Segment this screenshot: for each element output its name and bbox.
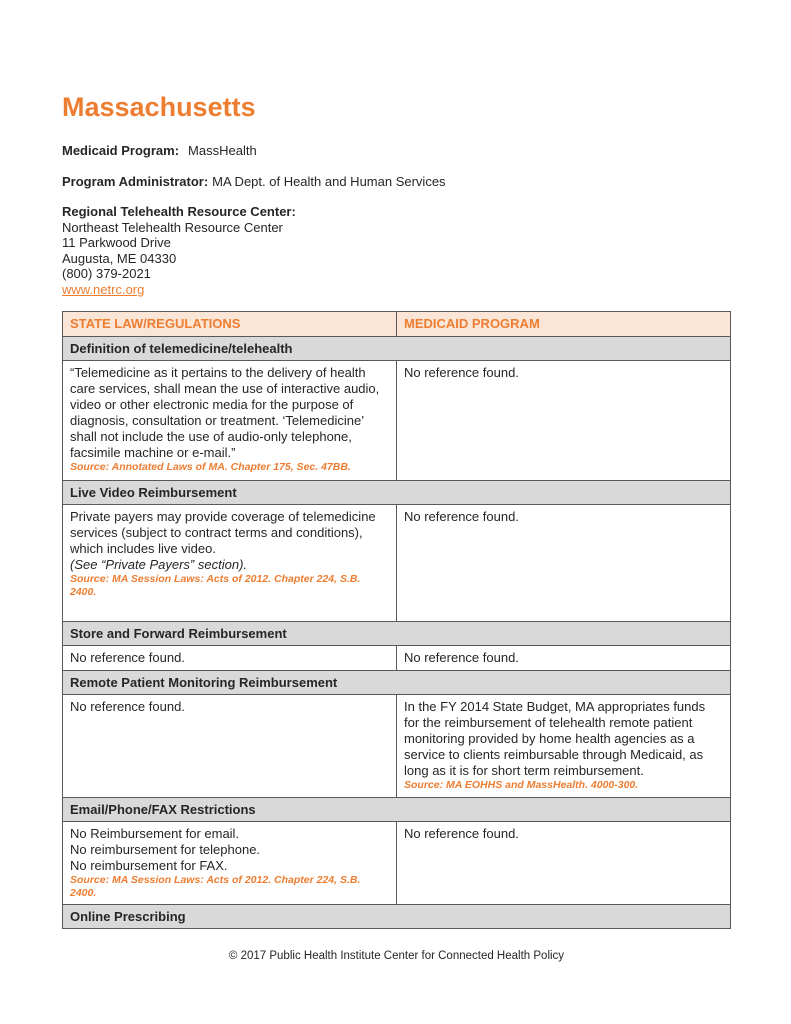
rtrc-label: Regional Telehealth Resource Center: [62, 204, 296, 219]
rpm-state-law-cell [63, 694, 397, 797]
section-row-email-phone-fax [63, 797, 731, 821]
email-phone-fax-source: Source: MA Session Laws: Acts of 2012. Chapter 224, S.B. 2400. [70, 873, 361, 899]
table-header-row [63, 311, 731, 336]
section-row-definition [63, 336, 731, 360]
policy-table [62, 311, 731, 929]
email-restriction-line: No Reimbursement for email. [70, 825, 240, 841]
fax-restriction-line: No reimbursement for FAX. [70, 857, 228, 873]
store-forward-state-law-cell [63, 645, 397, 670]
definition-state-law-cell [63, 360, 397, 480]
definition-medicaid-text: No reference found. [404, 364, 519, 380]
rtrc-address-line1: 11 Parkwood Drive [62, 235, 171, 251]
rpm-text: No reference found. [70, 698, 185, 714]
email-phone-fax-medicaid-text: No reference found. [404, 825, 519, 841]
live-video-medicaid-text: No reference found. [404, 508, 519, 524]
col-header-state-law: STATE LAW/REGULATIONS [63, 311, 397, 336]
definition-text: “Telemedicine as it pertains to the delivery of health care services, shall mean the use of interactive audio, video or other electronic media for the purpose of diagnosis, consultation or treatment. ‘Telemedicine’ shall not include the use of audio-only telephone, facsimile machine or e-mail.” [70, 364, 380, 460]
rtrc-address-line2: Augusta, ME 04330 [62, 250, 177, 266]
live-video-medicaid-cell [397, 504, 731, 621]
live-video-source: Source: MA Session Laws: Acts of 2012. Chapter 224, S.B. 2400. [70, 572, 361, 598]
section-header-rpm: Remote Patient Monitoring Reimbursement [63, 670, 731, 694]
store-forward-medicaid-text: No reference found. [404, 649, 519, 665]
section-row-live-video [63, 480, 731, 504]
rtrc-block [62, 204, 731, 298]
rpm-medicaid-text: In the FY 2014 State Budget, MA appropriates funds for the reimbursement of telehealth remote patient monitoring provided by home health agencies as a service to clients reimbursable through Medicaid, as long as it is for short term reimbursement. [404, 698, 706, 778]
content-row-store-forward [63, 645, 731, 670]
section-header-store-forward: Store and Forward Reimbursement [63, 621, 731, 645]
medicaid-program-line [62, 143, 731, 158]
store-forward-text: No reference found. [70, 649, 185, 665]
program-administrator-value: MA Dept. of Health and Human Services [212, 174, 446, 189]
definition-source: Source: Annotated Laws of MA. Chapter 175, Sec. 47BB. [70, 460, 351, 473]
page-title: Massachusetts [62, 92, 256, 122]
medicaid-program-value: MassHealth [188, 143, 257, 158]
email-phone-fax-state-law-cell [63, 821, 397, 904]
live-video-text: Private payers may provide coverage of telemedicine services (subject to contract terms and conditions), which includes live video. [70, 508, 376, 556]
col-header-medicaid-program: MEDICAID PROGRAM [397, 311, 731, 336]
section-header-live-video: Live Video Reimbursement [63, 480, 731, 504]
section-row-online-prescribing [63, 904, 731, 928]
content-row-live-video [63, 504, 731, 621]
document-content [62, 0, 731, 963]
email-phone-fax-medicaid-cell [397, 821, 731, 904]
live-video-state-law-cell [63, 504, 397, 621]
program-administrator-line [62, 174, 731, 189]
netrc-link[interactable]: www.netrc.org [62, 281, 145, 297]
section-row-store-forward [63, 621, 731, 645]
rpm-medicaid-cell [397, 694, 731, 797]
rtrc-link-line [62, 282, 731, 298]
definition-medicaid-cell [397, 360, 731, 480]
content-row-definition [63, 360, 731, 480]
phone-restriction-line: No reimbursement for telephone. [70, 841, 261, 857]
content-row-rpm [63, 694, 731, 797]
rpm-medicaid-source: Source: MA EOHHS and MassHealth. 4000-300. [404, 778, 639, 791]
section-header-definition: Definition of telemedicine/telehealth [63, 336, 731, 360]
content-row-email-phone-fax [63, 821, 731, 904]
rtrc-name: Northeast Telehealth Resource Center [62, 219, 283, 235]
section-header-email-phone-fax: Email/Phone/FAX Restrictions [63, 797, 731, 821]
store-forward-medicaid-cell [397, 645, 731, 670]
section-row-rpm [63, 670, 731, 694]
page-footer: © 2017 Public Health Institute Center for Connected Health Policy [228, 949, 565, 962]
live-video-see-note: (See “Private Payers” section). [70, 556, 248, 572]
program-administrator-label: Program Administrator: [62, 174, 209, 189]
medicaid-program-label: Medicaid Program: [62, 143, 180, 158]
rtrc-phone: (800) 379-2021 [62, 266, 151, 282]
section-header-online-prescribing: Online Prescribing [63, 904, 731, 928]
